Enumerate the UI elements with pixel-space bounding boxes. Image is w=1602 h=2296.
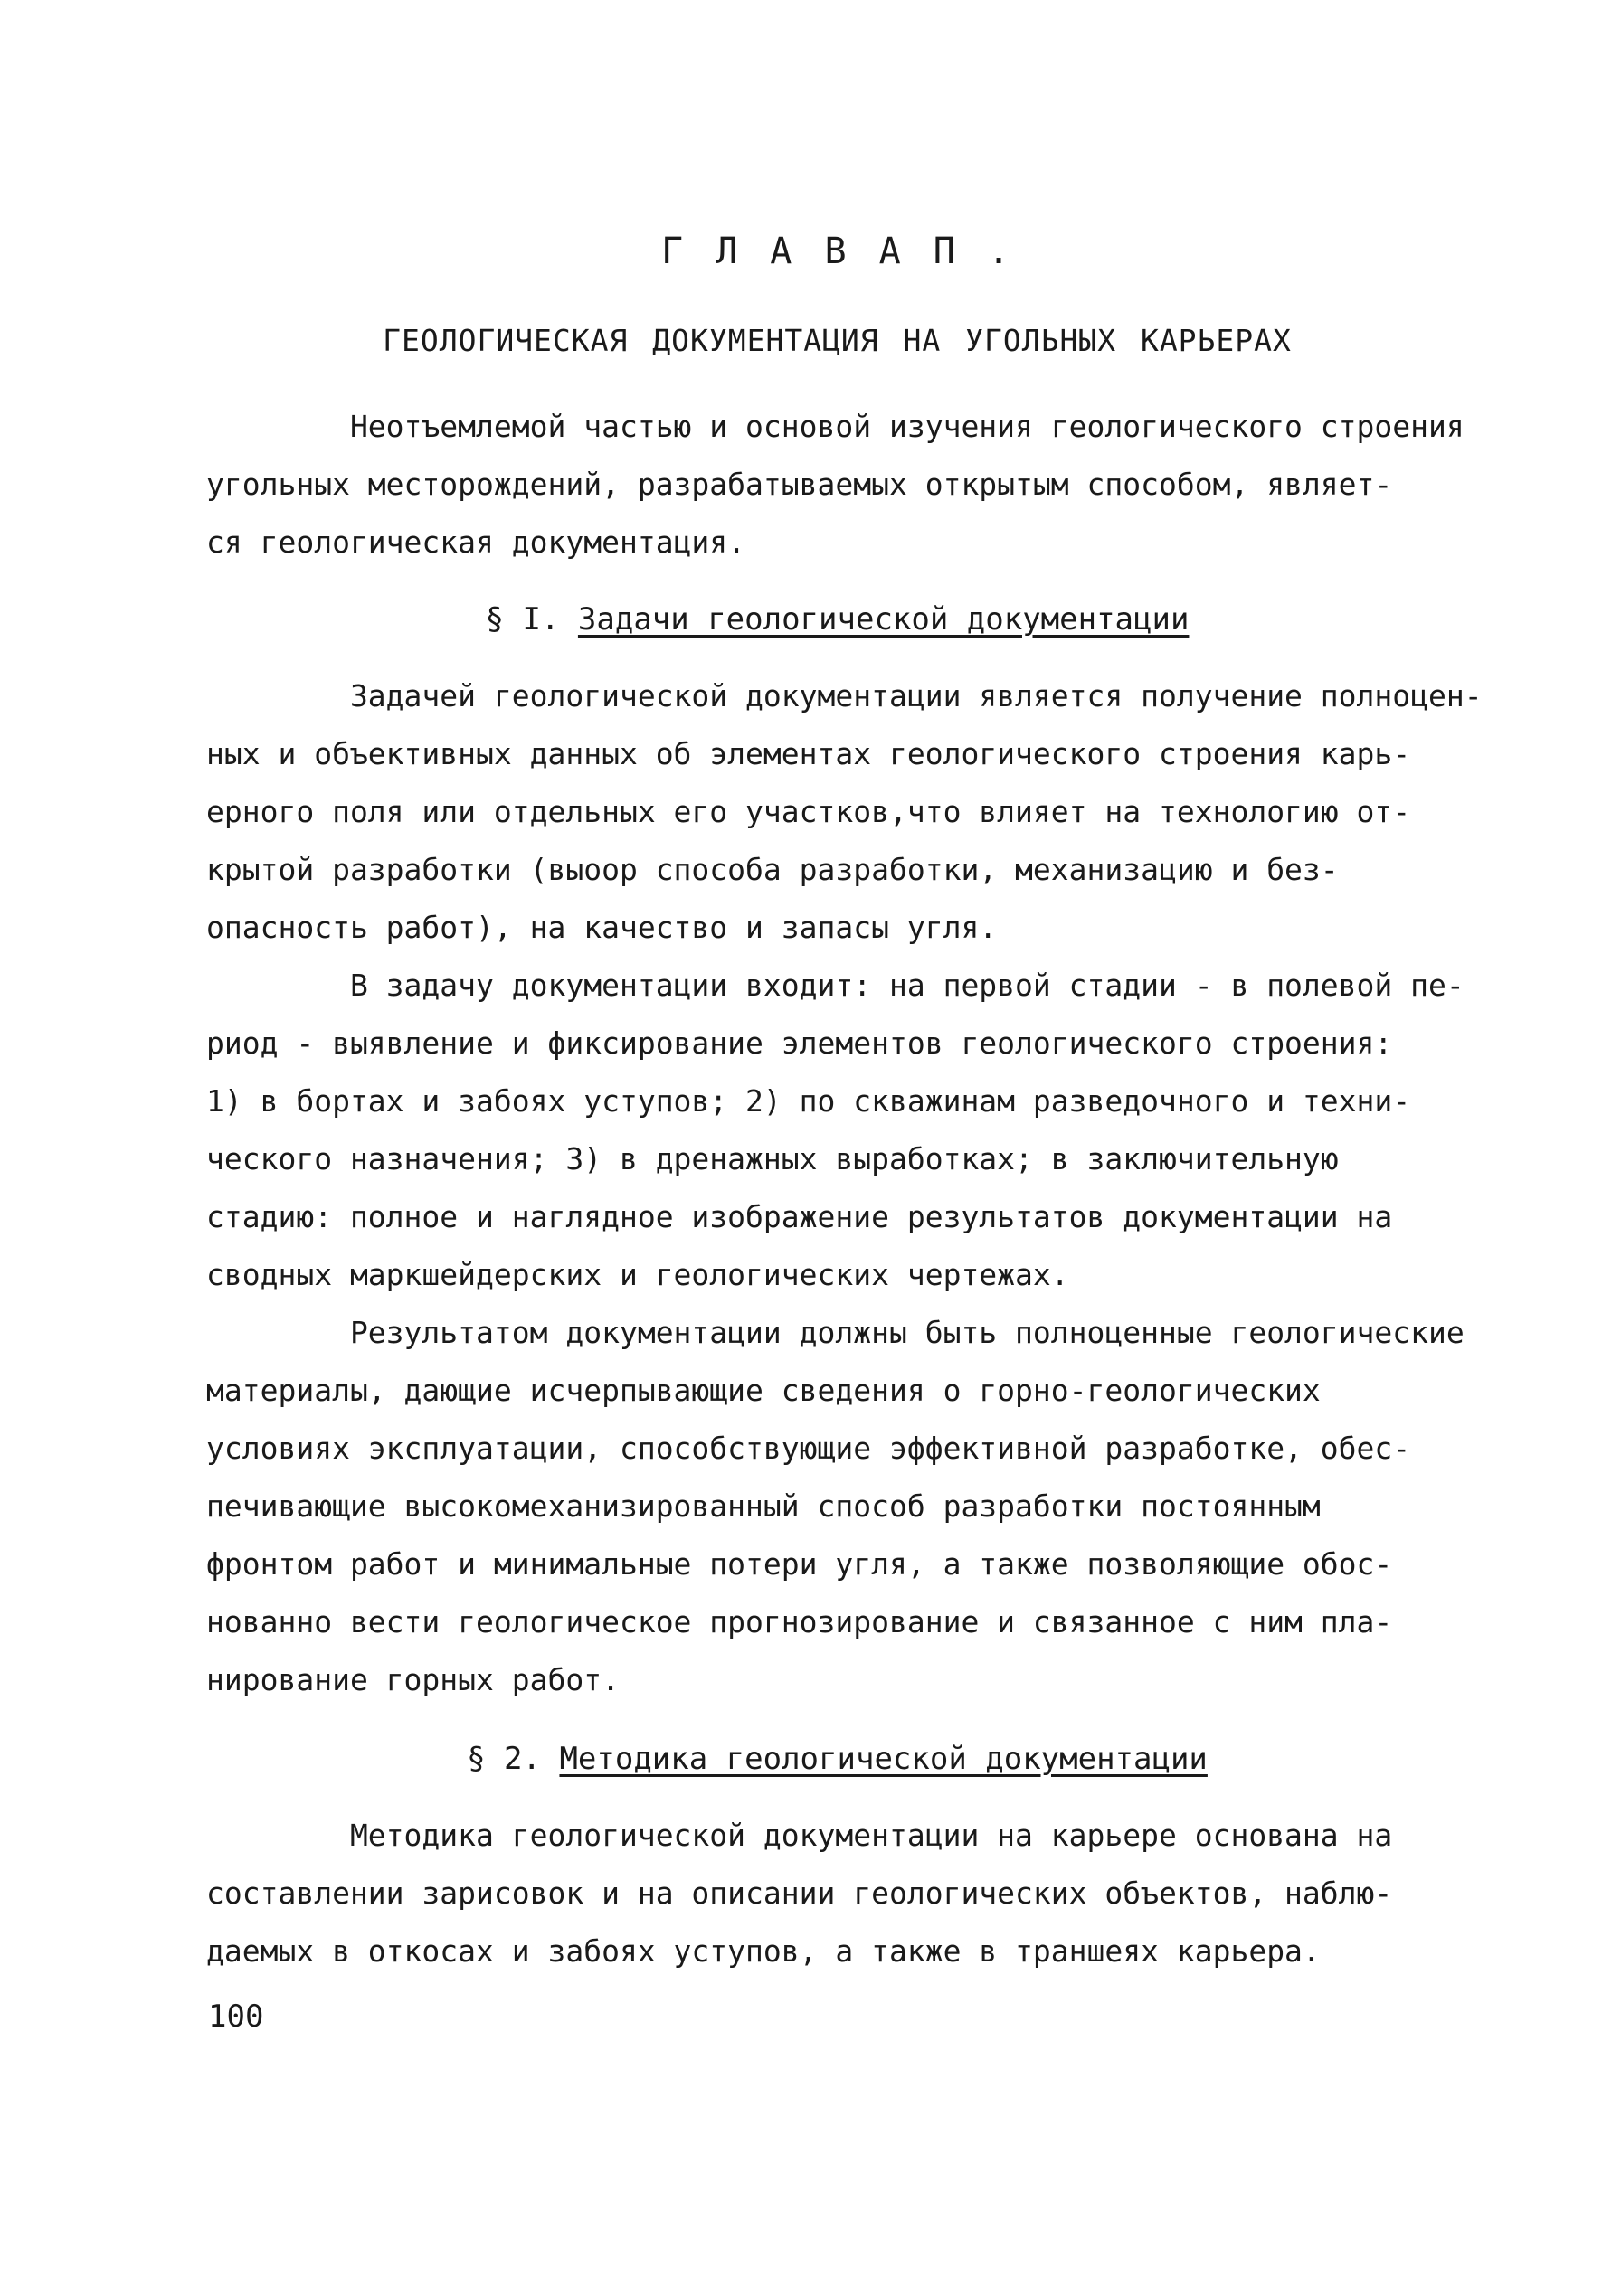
paragraph-line: опасность работ), на качество и запасы угля.	[206, 910, 998, 945]
section-1-heading	[0, 601, 1602, 638]
page-number: 100	[208, 1998, 264, 2035]
paragraph-line: стадию: полное и наглядное изображение результатов документации на	[206, 1199, 1393, 1234]
paragraph-line: крытой разработки (выоор способа разработки, механизацию и без-	[206, 852, 1339, 887]
paragraph-line: ческого назначения; 3) в дренажных выработках; в заключительную	[206, 1141, 1339, 1176]
paragraph-line: материалы, дающие исчерпывающие сведения о горно-геологических	[206, 1373, 1321, 1408]
paragraph-line: нирование горных работ.	[206, 1662, 620, 1697]
section-2-title: Методика геологической документации	[559, 1741, 1208, 1777]
section-1-paragraph-3	[206, 1304, 1465, 1709]
paragraph-line: даемых в откосах и забоях уступов, а также в траншеях карьера.	[206, 1933, 1321, 1969]
paragraph-line: Методика геологической документации на карьере основана на	[206, 1818, 1393, 1853]
paragraph-line: 1) в бортах и забоях уступов; 2) по скважинам разведочного и техни-	[206, 1083, 1411, 1119]
paragraph-line: нованно вести геологическое прогнозирование и связанное с ним пла-	[206, 1604, 1393, 1639]
paragraph-line: Неотъемлемой частью и основой изучения геологического строения	[206, 409, 1465, 444]
paragraph-line: риод - выявление и фиксирование элементов геологического строения:	[206, 1025, 1393, 1061]
section-1-paragraph-1	[206, 667, 1483, 957]
paragraph-line: Результатом документации должны быть полноценные геологические	[206, 1315, 1465, 1350]
paragraph-line: угольных месторождений, разрабатываемых открытым способом, являет-	[206, 467, 1393, 502]
paragraph-line: Задачей геологической документации является получение полноцен-	[206, 678, 1483, 713]
paragraph-line: сводных маркшейдерских и геологических чертежах.	[206, 1257, 1069, 1292]
chapter-subtitle: ГЕОЛОГИЧЕСКАЯ ДОКУМЕНТАЦИЯ НА УГОЛЬНЫХ КАРЬЕРАХ	[383, 323, 1292, 358]
section-1-mark: § I.	[485, 601, 560, 638]
chapter-title: Г Л А В А П .	[660, 231, 1014, 272]
paragraph-line: ных и объективных данных об элементах геологического строения карь-	[206, 736, 1411, 771]
paragraph-line: В задачу документации входит: на первой стадии - в полевой пе-	[206, 968, 1465, 1003]
paragraph-line: фронтом работ и минимальные потери угля, а также позволяющие обос-	[206, 1546, 1393, 1582]
section-1-title: Задачи геологической документации	[577, 601, 1190, 638]
section-1-paragraph-2	[206, 957, 1465, 1304]
paragraph-line: составлении зарисовок и на описании геологических объектов, наблю-	[206, 1876, 1393, 1911]
section-2-mark: § 2.	[467, 1741, 541, 1777]
paragraph-line: ся геологическая документация.	[206, 524, 746, 560]
intro-paragraph	[206, 398, 1465, 572]
section-2-heading	[0, 1741, 1602, 1777]
section-2-paragraph-1	[206, 1807, 1400, 1980]
paragraph-line: ерного поля или отдельных его участков,что влияет на технологию от-	[206, 794, 1411, 829]
paragraph-line: печивающие высокомеханизированный способ разработки постоянным	[206, 1488, 1321, 1524]
paragraph-line: условиях эксплуатации, способствующие эффективной разработке, обес-	[206, 1431, 1411, 1466]
